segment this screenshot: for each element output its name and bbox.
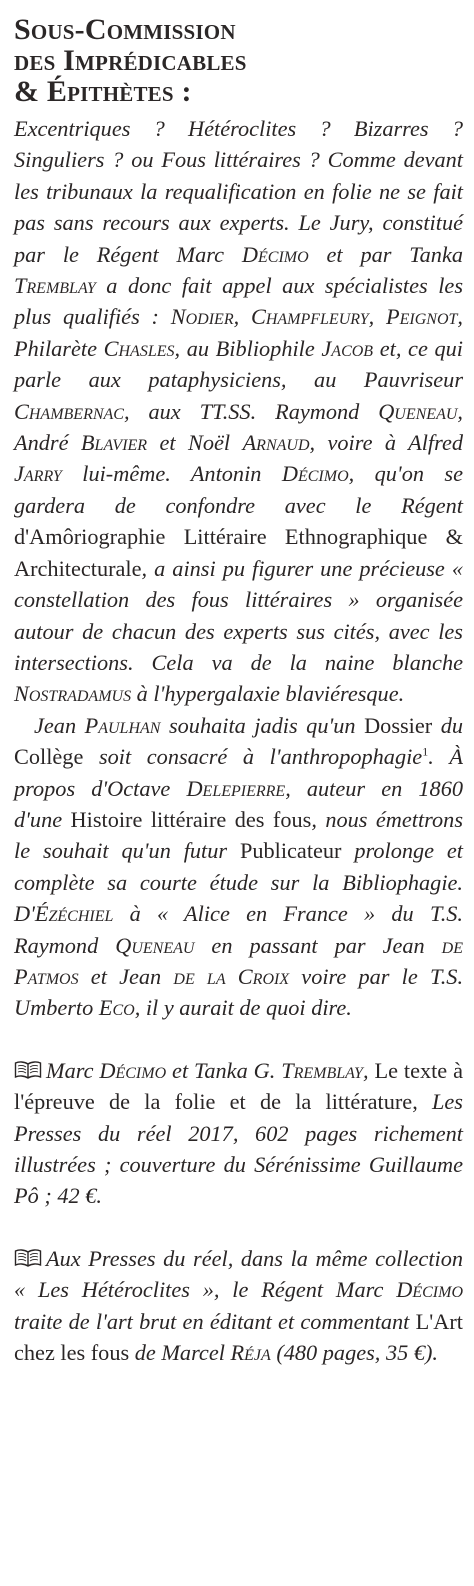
text-run: Jean — [34, 712, 85, 738]
paragraph-paulhan — [14, 710, 463, 1024]
text-run: Les Presses du réel 2017, 602 pages richement illustrées ; couverture du Sérénissime Guillaume Pô ; 42 €. — [14, 1089, 463, 1209]
text-run: Excentriques ? Hétéroclites ? Bizarres ? Singuliers ? ou Fous littéraires ? Comme devant les tribunaux la requalification en folie ne se fait pas sans recours aux experts. Le Jury, constitué par le Régent Marc — [14, 116, 463, 267]
author-name: de Patmos — [14, 932, 463, 989]
author-name: Blavier — [80, 430, 148, 456]
author-name: Réja — [230, 1340, 271, 1366]
author-name: Décimo — [281, 461, 349, 487]
open-book-icon — [14, 1061, 42, 1079]
text-run: , auteur en 1860 d'une — [14, 775, 463, 832]
author-name: Arnaud — [242, 430, 310, 456]
text-run: , a ainsi pu figurer une précieuse « constellation des fous littéraires » organisée autour de chacun des experts sus cités, avec les intersections. Cela va de la naine blanche — [14, 555, 463, 675]
author-name: Jarry — [14, 461, 62, 487]
text-run: , — [233, 304, 251, 330]
author-name: Delepierre — [186, 775, 286, 801]
text-run: soit consacré à l'anthropophagie — [83, 744, 423, 770]
text-run: , nous émettrons le souhait qu'un futur — [14, 806, 463, 864]
text-run: voire par le T.S. Umberto — [14, 963, 464, 1021]
open-book-icon — [14, 1249, 42, 1267]
author-name: Décimo — [396, 1277, 463, 1303]
footnote-ref: 1 — [422, 744, 429, 759]
text-run: et Jean — [78, 963, 174, 989]
roman-run: Collège — [14, 744, 84, 770]
text-run: en passant par Jean — [194, 932, 442, 958]
spacer — [14, 1212, 463, 1243]
author-name: Nostradamus — [14, 681, 132, 707]
text-run: , qu'on se gardera de confondre avec le Régent — [14, 461, 463, 518]
text-run: souhaita jadis qu'un — [160, 712, 365, 738]
text-run: a donc fait appel aux spécialistes les plus qualifiés : — [14, 273, 463, 330]
author-name: Chasles — [103, 335, 175, 361]
author-name: Jacob — [321, 335, 374, 361]
text-run: et Noël — [147, 430, 243, 456]
text-run: à « Alice en France » du T.S. Raymond — [14, 901, 463, 958]
spacer — [14, 1024, 463, 1055]
book-title: Le texte à l'épreuve de la folie et de la littérature, — [14, 1057, 463, 1115]
text-run: , au Bibliophile — [174, 335, 322, 361]
text-run: et Tanka G. — [166, 1057, 282, 1083]
text-run: et, ce qui parle aux pataphysiciens, au Pauvriseur — [14, 335, 463, 393]
text-run: traite de l'art brut en éditant et commentant — [14, 1308, 416, 1334]
roman-run: Histoire littéraire des fous — [70, 806, 312, 832]
author-name: Nodier — [170, 304, 234, 330]
author-name: Tremblay — [14, 273, 96, 299]
text-run: lui-même. Antonin — [61, 461, 282, 487]
title-line-3: & Épithètes : — [14, 75, 192, 108]
text-run: , — [368, 304, 386, 330]
author-name: Décimo — [99, 1057, 167, 1083]
text-run: Marc — [46, 1057, 100, 1083]
text-run: (480 pages, 35 €). — [270, 1340, 438, 1366]
text-run: et par Tanka — [308, 241, 464, 267]
author-name: Peignot — [386, 304, 458, 330]
author-name: Chambernac — [14, 398, 124, 424]
author-name: Eco — [98, 995, 135, 1021]
text-run: de Marcel — [129, 1340, 231, 1366]
author-name: de la Croix — [173, 963, 290, 989]
author-name: Queneau — [378, 398, 458, 424]
author-name: Queneau — [115, 932, 195, 958]
text-run: , aux TT.SS. Raymond — [123, 398, 379, 424]
roman-run: Publicateur — [239, 838, 342, 864]
section-title — [14, 14, 463, 107]
text-run: , voire à Alfred — [309, 430, 463, 456]
text-run: , André — [14, 398, 463, 456]
roman-run: d'Amôriographie Littéraire Ethnographique & Architecturale — [14, 524, 463, 581]
text-run: , Philarète — [14, 304, 463, 361]
text-run: Aux Presses du réel, dans la même collection « Les Hétéroclites », le Régent Marc — [14, 1245, 463, 1303]
title-line-2: des Imprédicables — [14, 44, 247, 77]
author-name: Paulhan — [84, 712, 161, 738]
author-name: Ézéchiel — [34, 901, 114, 927]
roman-run: Dossier — [364, 712, 433, 738]
author-name: Tremblay — [281, 1057, 363, 1083]
text-run: prolonge et complète sa courte étude sur la Bibliophagie. D' — [14, 838, 463, 927]
text-run: . À propos d'Octave — [14, 744, 463, 801]
text-run: , — [362, 1057, 369, 1083]
text-run: , il y aurait de quoi dire. — [134, 995, 352, 1021]
text-run: du — [432, 712, 463, 738]
bibliography-entry-2 — [14, 1243, 463, 1369]
title-line-1: Sous-Commission — [14, 13, 236, 46]
bibliography-entry-1 — [14, 1055, 463, 1212]
paragraph-intro — [14, 113, 463, 710]
author-name: Champfleury — [250, 304, 369, 330]
book-title: L'Art chez les fous — [14, 1308, 463, 1366]
text-run: à l'hypergalaxie blaviéresque. — [131, 681, 405, 707]
author-name: Décimo — [241, 241, 309, 267]
